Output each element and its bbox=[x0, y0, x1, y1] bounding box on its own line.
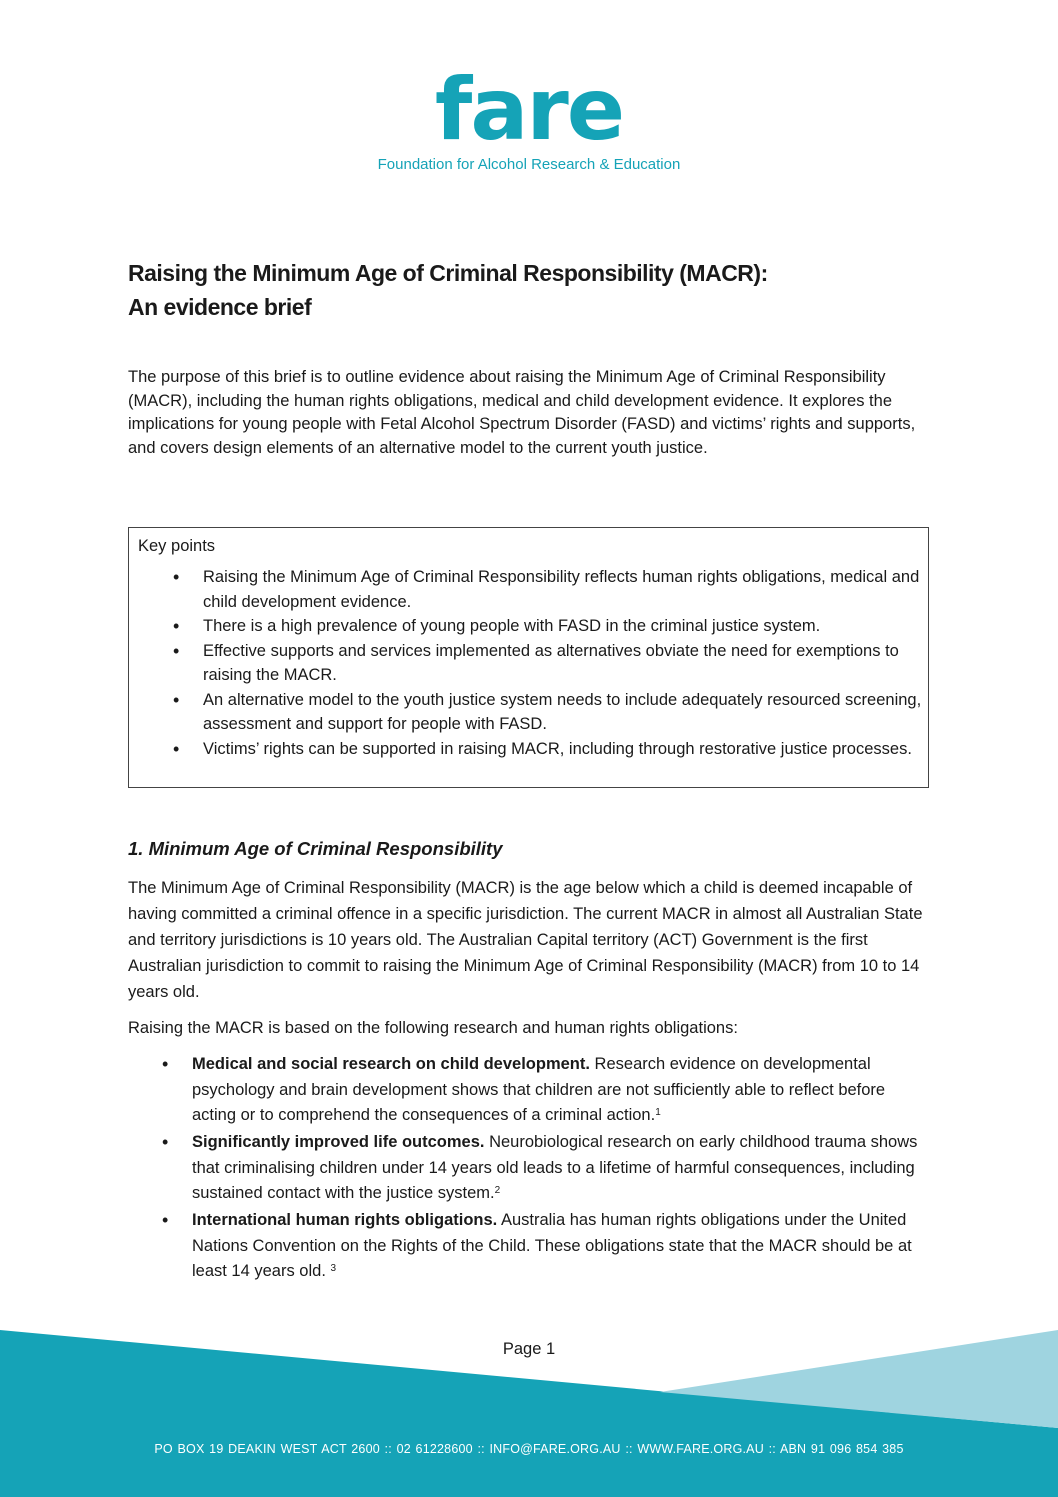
section-paragraph: The Minimum Age of Criminal Responsibility (MACR) is the age below which a child is deemed incapable of having committed a criminal offence in a specific jurisdiction. The current MACR in almost all Australian State and territory jurisdictions is 10 years old. The Australian Capital territory (ACT) Government is the first Australian jurisdiction to commit to raising the Minimum Age of Criminal Responsibility (MACR) from 10 to 14 years old. bbox=[128, 879, 923, 1001]
intro-paragraph: The purpose of this brief is to outline evidence about raising the Minimum Age of Criminal Responsibility (MACR), including the human rights obligations, medical and child development evidence. It explores the implications for young people with Fetal Alcohol Spectrum Disorder (FASD) and victims’ rights and supports, and covers design elements of an alternative model to the current youth justice. bbox=[128, 368, 916, 458]
key-point-item: • Effective supports and services implemented as alternatives obviate the need for exemptions to raising the MACR. bbox=[203, 639, 923, 688]
research-item bbox=[192, 1208, 928, 1285]
key-point-item: • Victims’ rights can be supported in raising MACR, including through restorative justice processes. bbox=[203, 737, 923, 762]
page-number: Page 1 bbox=[502, 1340, 556, 1358]
research-item-text: Australia has human rights obligations under the United Nations Convention on the Rights of the Child. These obligations state that the MACR should be at least 14 years old. bbox=[192, 1211, 912, 1280]
research-item-text: Neurobiological research on early childhood trauma shows that criminalising children under 14 years old leads to a lifetime of harmful consequences, including sustained contact with the justice system. bbox=[192, 1133, 918, 1202]
research-item-title: International human rights obligations. bbox=[192, 1211, 498, 1229]
research-item bbox=[192, 1052, 928, 1129]
footnote-ref[interactable]: 1 bbox=[655, 1107, 661, 1118]
key-points-list bbox=[129, 565, 923, 761]
document-title bbox=[128, 256, 948, 324]
key-points-box bbox=[128, 527, 929, 788]
footer-contact-line: PO BOX 19 DEAKIN WEST ACT 2600 :: 02 61228600 :: INFO@FARE.ORG.AU :: WWW.FARE.ORG.AU :: ABN 91 096 854 385 bbox=[154, 1442, 904, 1456]
key-point-item: • There is a high prevalence of young people with FASD in the criminal justice system. bbox=[203, 614, 923, 639]
logo-wordmark: fare bbox=[434, 60, 624, 160]
footnote-ref[interactable]: 2 bbox=[494, 1185, 501, 1196]
section-paragraph: Raising the MACR is based on the following research and human rights obligations: bbox=[128, 1019, 738, 1037]
research-list bbox=[128, 1052, 928, 1286]
research-item-title: Medical and social research on child development. bbox=[192, 1055, 590, 1073]
logo-subtitle: Foundation for Alcohol Research & Education bbox=[377, 156, 681, 173]
footnote-ref[interactable]: 3 bbox=[330, 1263, 337, 1274]
research-item bbox=[192, 1130, 928, 1207]
fare-logo bbox=[0, 60, 1058, 173]
title-line-1: Raising the Minimum Age of Criminal Responsibility (MACR): bbox=[128, 260, 768, 286]
key-points-heading: Key points bbox=[138, 537, 216, 555]
research-item-text: Research evidence on developmental psychology and brain development shows that children are not sufficiently able to reflect before acting or to comprehend the consequences of a criminal action. bbox=[192, 1055, 886, 1124]
key-point-item: • An alternative model to the youth justice system needs to include adequately resourced screening, assessment and support for people with FASD. bbox=[203, 688, 923, 737]
key-point-item: • Raising the Minimum Age of Criminal Responsibility reflects human rights obligations, medical and child development evidence. bbox=[203, 565, 923, 614]
research-item-title: Significantly improved life outcomes. bbox=[192, 1133, 485, 1151]
section-heading: 1. Minimum Age of Criminal Responsibility bbox=[128, 838, 503, 859]
title-line-2: An evidence brief bbox=[128, 294, 312, 320]
